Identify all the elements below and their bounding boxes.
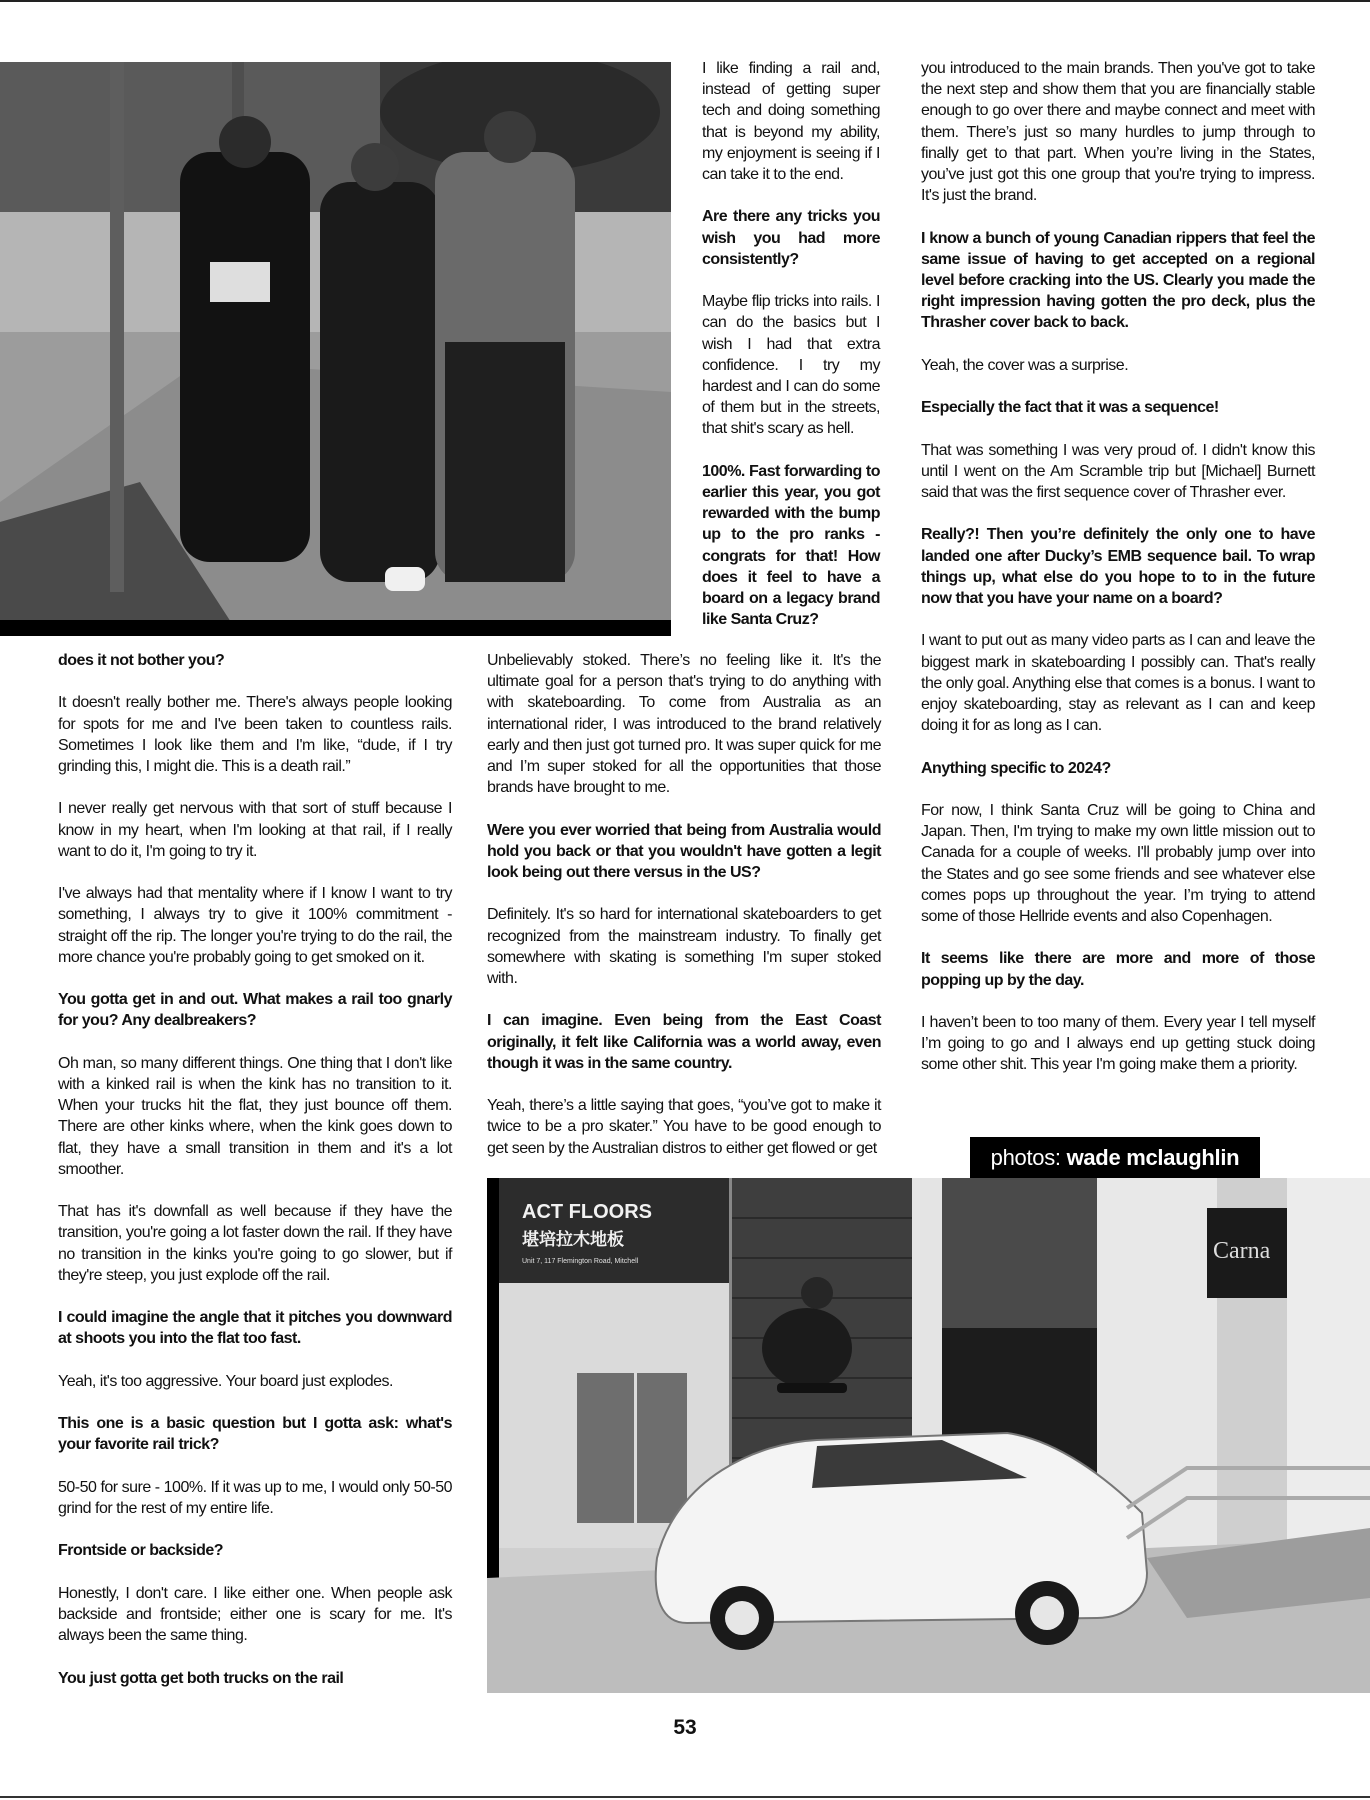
interview-question: Anything specific to 2024?: [921, 759, 1111, 777]
interview-answer: That has it's downfall as well because if they have the transition, you're going a lot faster down the rail. If they have no transition in the kinks you're going to go slower, but if they're steep, you just explode off the rail.: [58, 1203, 452, 1284]
interview-answer: Oh man, so many different things. One thing that I don't like with a kinked rail is when the kink has no transition to it. When your trucks hit the flat, they just bounce off them. There are other kinks where, when the kink goes down to flat, they have a small transition in them and it's a lot smoother.: [58, 1054, 452, 1178]
interview-answer: Definitely. It's so hard for international skateboarders to get recognized from the mainstream industry. To finally get somewhere with skating is something I'm super stoked with.: [487, 906, 881, 988]
interview-answer: I never really get nervous with that sort of stuff because I know in my heart, when I'm looking at that rail, if I really want to do it, I'm going to try it.: [58, 800, 452, 860]
interview-question: You just gotta get both trucks on the rail: [58, 1669, 344, 1687]
photo-credit-label: photos:: [990, 1145, 1061, 1170]
sign-address-text: Unit 7, 117 Flemington Road, Mitchell: [522, 1258, 639, 1265]
article-column-top-middle: [702, 58, 880, 652]
bottom-rule: [0, 1796, 1370, 1798]
interview-question: I know a bunch of young Canadian rippers that feel the same issue of having to get accepted on a regional level before cracking into the US. Clearly you made the right impression having gotten the pro deck, plus the Thrasher cover back to back.: [921, 229, 1315, 332]
interview-question: Really?! Then you’re definitely the only one to have landed one after Ducky’s EMB sequence bail. To wrap things up, what else do you hope to to in the future now that you have your name on a board?: [921, 526, 1315, 607]
interview-answer: I like finding a rail and, instead of getting super tech and doing something that is beyond my ability, my enjoyment is seeing if I can take it to the end.: [702, 60, 880, 184]
article-column-middle: [487, 650, 881, 1180]
interview-question: Are there any tricks you wish you had more consistently?: [702, 208, 880, 268]
interview-answer: For now, I think Santa Cruz will be going to China and Japan. Then, I'm trying to make my own little mission out to Canada for a couple of weeks. I'll probably jump over into the States and go see some friends and see whatever else comes pops up throughout the year. I’m trying to attend some of those Hellride events and also Copenhagen.: [921, 801, 1315, 925]
interview-question: I can imagine. Even being from the East Coast originally, it felt like California was a world away, even though it was in the same country.: [487, 1012, 881, 1072]
sign-right-text: Carna: [1213, 1238, 1271, 1264]
photo-credit-badge: [970, 1137, 1260, 1179]
photo-credit-name: wade mclaughlin: [1066, 1145, 1240, 1170]
page-number: 53: [673, 1716, 697, 1739]
interview-question: I could imagine the angle that it pitches you downward at shoots you into the flat too fast.: [58, 1309, 452, 1348]
interview-answer: I want to put out as many video parts as I can and leave the biggest mark in skateboarding I possibly can. That's really the only goal. Anything else that comes is a bonus. I want to enjoy skateboarding, stay as relevant as I can and keep doing it for as long as I can.: [921, 632, 1315, 735]
article-column-right: [921, 58, 1315, 1097]
interview-question: You gotta get in and out. What makes a rail too gnarly for you? Any dealbreakers?: [58, 991, 452, 1030]
photo-skater-over-car-image: [487, 1178, 1370, 1693]
sign-chinese-text: 堪培拉木地板: [522, 1230, 624, 1250]
interview-question: Were you ever worried that being from Australia would hold you back or that you wouldn't have gotten a legit look being out there versus in the US?: [487, 821, 881, 882]
interview-answer: Honestly, I don't care. I like either one. When people ask backside and frontside; either one is scary for me. It's always been the same thing.: [58, 1584, 452, 1645]
interview-answer: Yeah, it's too aggressive. Your board just explodes.: [58, 1372, 393, 1390]
interview-answer: 50-50 for sure - 100%. If it was up to me, I would only 50-50 grind for the rest of my entire life.: [58, 1478, 452, 1517]
interview-answer: Maybe flip tricks into rails. I can do the basics but I wish I had that extra confidence. I try my hardest and I can do some of them but in the streets, that shit's scary as hell.: [702, 293, 880, 438]
photo-skaters-walking: [0, 62, 671, 636]
interview-question: Frontside or backside?: [58, 1542, 224, 1560]
interview-answer: Unbelievably stoked. There’s no feeling like it. It's the ultimate goal for a person that's trying to do anything with with skateboarding. To come from Australia as an international rider, I was introduced to the brand relatively early and then just got turned pro. It was super quick for me and I’m super stoked for all the opportunities that those brands have brought to me.: [487, 652, 881, 797]
interview-answer: It doesn't really bother me. There's always people looking for spots for me and I've been taken to countless rails. Sometimes I look like them and I'm like, “dude, if I try grinding this, I might die. This is a death rail.”: [58, 694, 452, 775]
interview-question: This one is a basic question but I gotta ask: what's your favorite rail trick?: [58, 1415, 452, 1454]
interview-answer: I've always had that mentality where if I know I want to try something, I always try to give it 100% commitment - straight off the rip. The longer you're trying to do the rail, the more chance you're probably going to get smoked on it.: [58, 885, 452, 966]
photo-skater-over-car: [487, 1178, 1370, 1693]
interview-answer: you introduced to the main brands. Then you've got to take the next step and show them that you are financially stable enough to go over there and maybe connect and meet with them. There’s just so many hurdles to jump through to finally get to that part. When you’re living in the States, you’ve just got this one group that you're trying to impress. It's just the brand.: [921, 60, 1315, 205]
interview-question: does it not bother you?: [58, 652, 225, 669]
interview-answer: I haven’t been to too many of them. Every year I tell myself I’m going to go and I always end up getting stuck doing some other shit. This year I'm going make them a priority.: [921, 1013, 1315, 1074]
interview-question: Especially the fact that it was a sequence!: [921, 399, 1219, 417]
photo-skaters-walking-image: [0, 62, 671, 636]
sign-brand-text: ACT FLOORS: [522, 1201, 652, 1223]
interview-question: It seems like there are more and more of those popping up by the day.: [921, 950, 1315, 989]
article-column-left: [58, 650, 452, 1710]
interview-question: 100%. Fast forwarding to earlier this year, you got rewarded with the bump up to the pro ranks - congrats for that! How does it feel to have a board on a legacy brand like Santa Cruz?: [702, 462, 880, 629]
interview-answer: Yeah, the cover was a surprise.: [921, 356, 1129, 374]
top-rule: [0, 0, 1370, 2]
interview-answer: Yeah, there’s a little saying that goes, “you’ve got to make it twice to be a pro skater.” You have to be good enough to get seen by the Australian distros to either get flowed or get: [487, 1097, 881, 1157]
interview-answer: That was something I was very proud of. I didn't know this until I went on the Am Scramble trip but [Michael] Burnett said that was the first sequence cover of Thrasher ever.: [921, 441, 1315, 501]
